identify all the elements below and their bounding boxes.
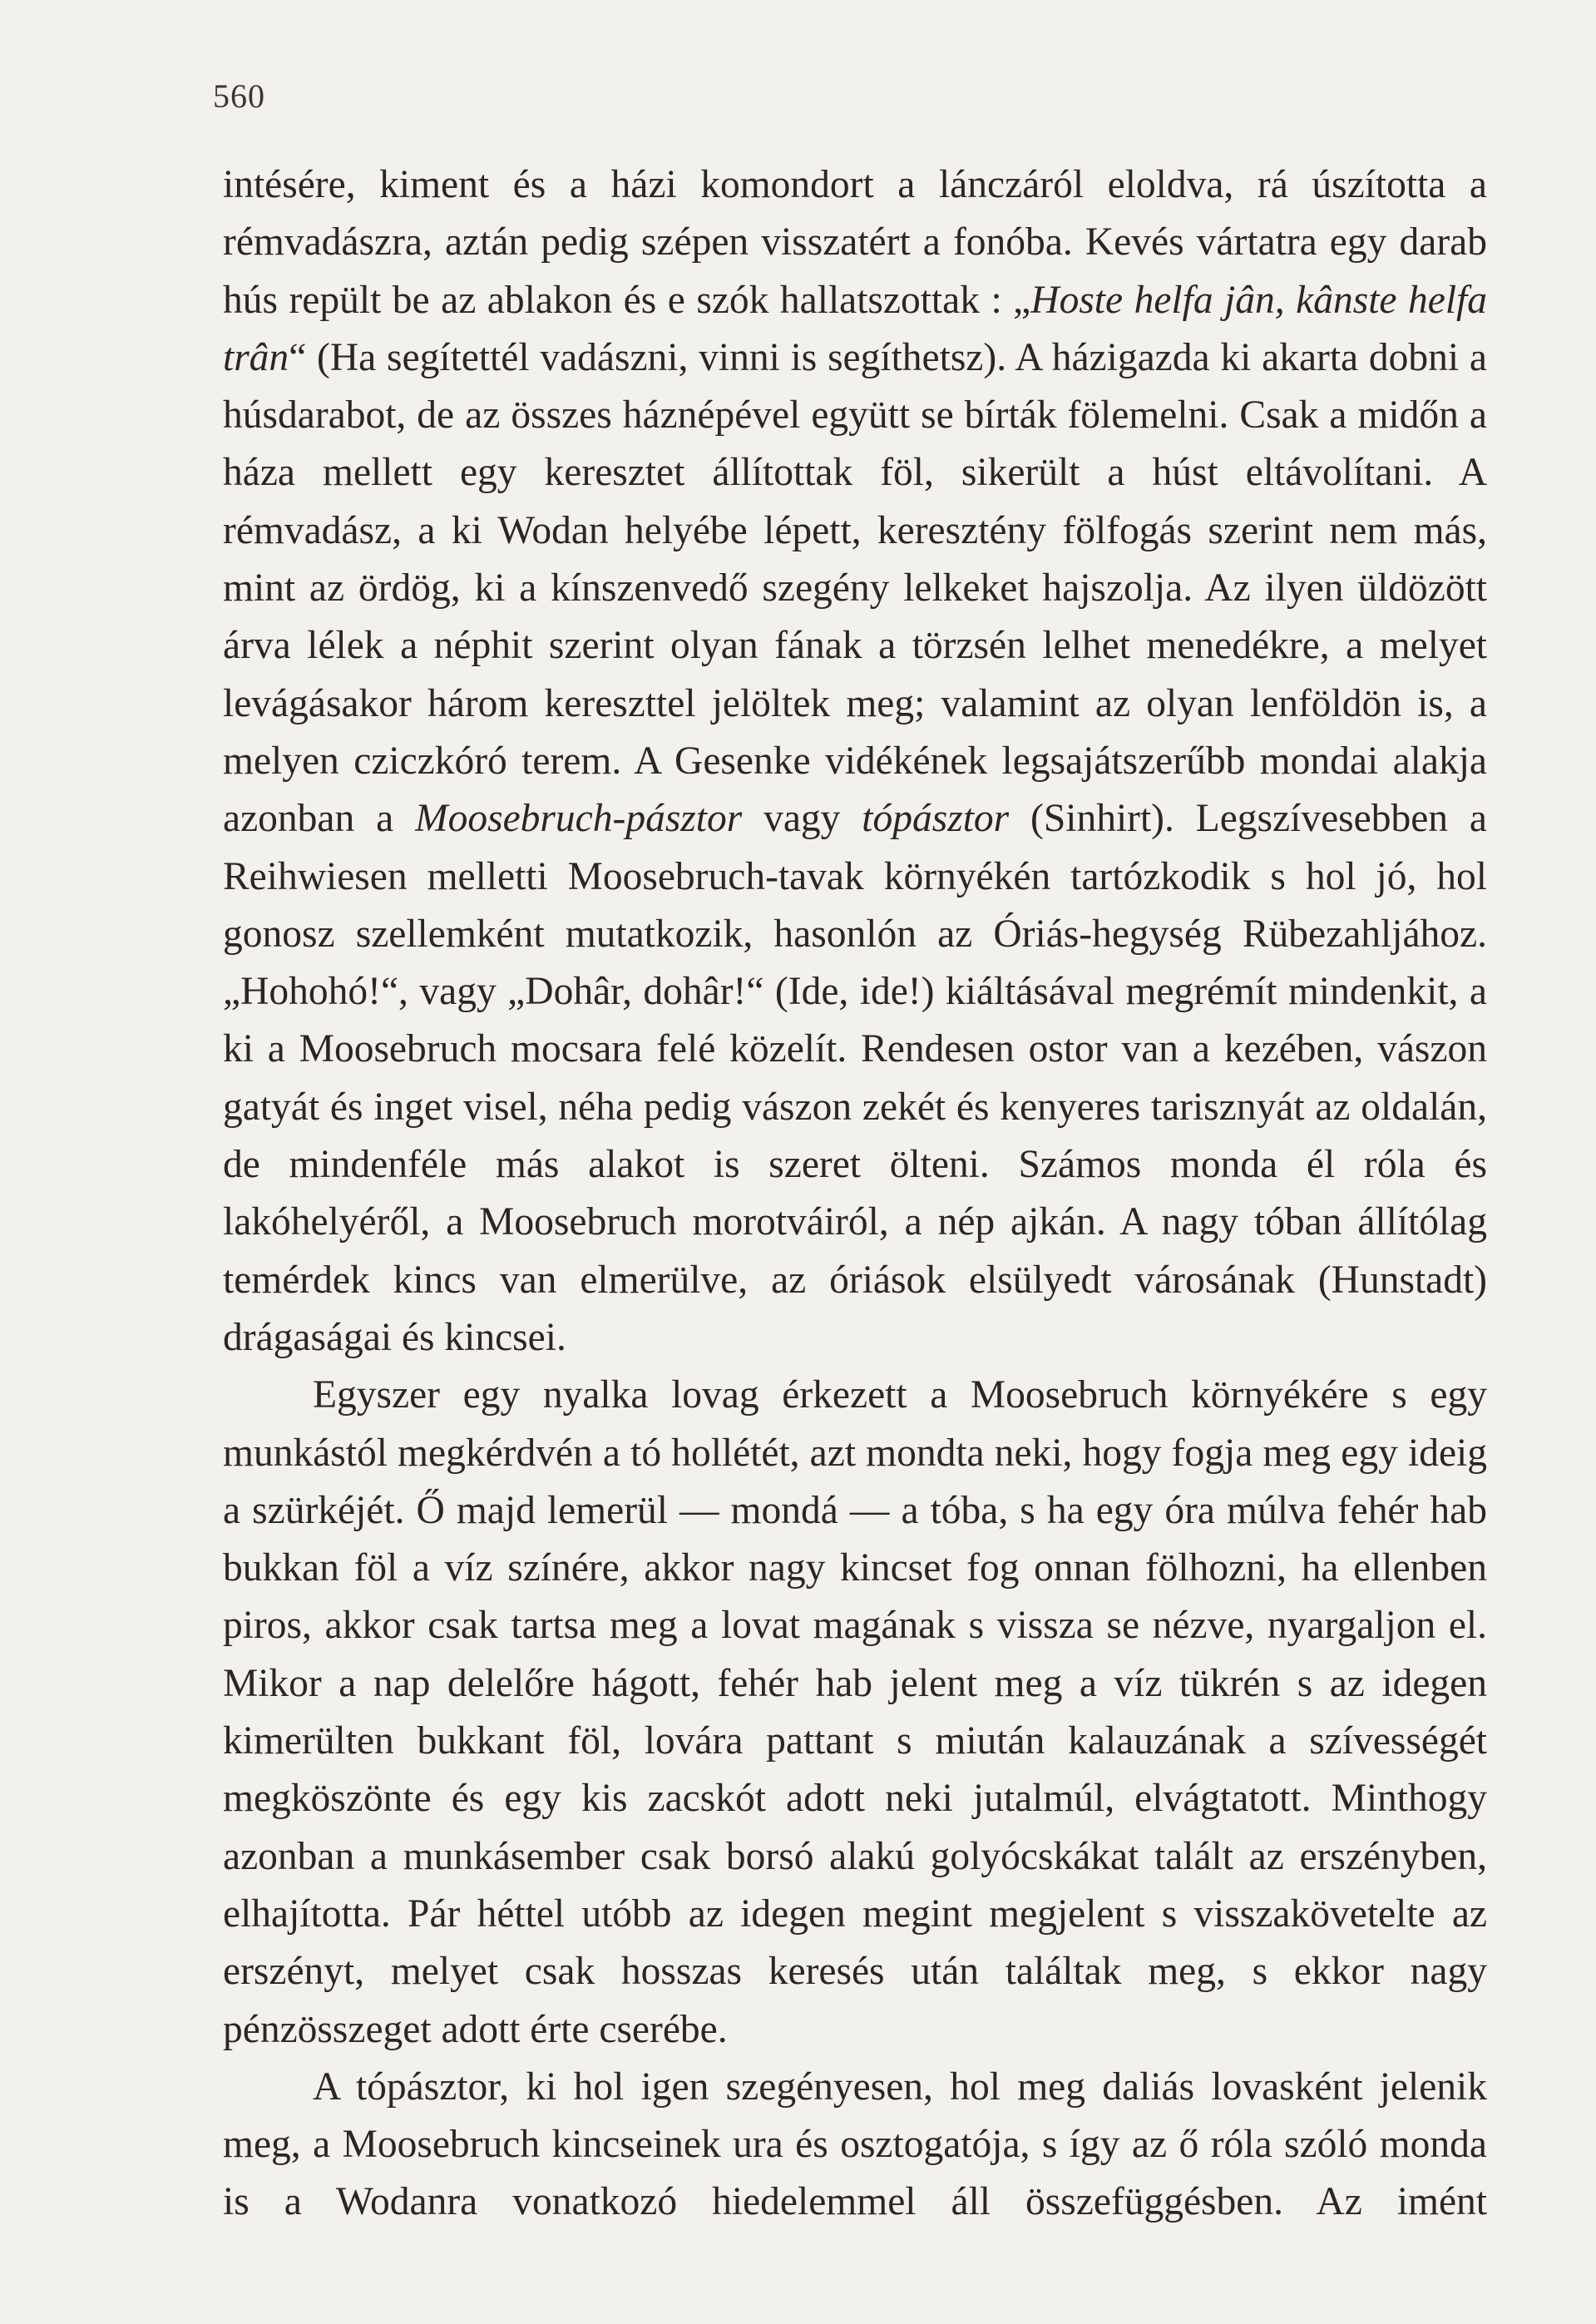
text-run: vagy: [742, 797, 862, 841]
text-run: (Sinhirt). Legszívesebben a Reihwiesen melletti Moosebruch-tavak környékén tartózkodik s hol jó, hol gonosz szellemként mutatkozik, hasonlón az Óriás-hegység Rübezahljához. „Hohohó!“, vagy „Dohâr, dohâr!“ (Ide, ide!) kiáltásával megrémít mindenkit, a ki a Moosebruch mocsara felé közelít. Rendesen ostor van a kezében, vászon gatyát és inget visel, néha pedig vászon zekét és kenyeres tarisznyát az oldalán, de mindenféle más alakot is szeret ölteni. Számos monda él róla és lakóhelyéről, a Moosebruch morotváiról, a nép ajkán. A nagy tóban állítólag temérdek kincs van elmerülve, az óriások elsülyedt városának (Hunstadt) drágaságai és kincsei.: [223, 797, 1487, 1359]
italic-text-run: tópásztor: [862, 797, 1010, 841]
paragraph: [223, 2059, 1487, 2232]
page-number: 560: [213, 77, 265, 115]
text-run: intésére, kiment és a házi komondort a lánczáról eloldva, rá úszította a rémvadászra, aztán pedig szépen visszatért a fonóba. Kevés vártatra egy darab hús repült be az ablakon és e szók hallatszottak : „: [223, 163, 1487, 322]
body-text: [223, 156, 1487, 2232]
italic-text-run: Hoste helfa jân, kânste helfa trân: [223, 278, 1487, 379]
paragraph: [223, 156, 1487, 1367]
italic-text-run: Moosebruch-pásztor: [415, 797, 743, 841]
text-run: Egyszer egy nyalka lovag érkezett a Moosebruch környékére s egy munkástól megkérdvén a tó hollétét, azt mondta neki, hogy fogja meg egy ideig a szürkéjét. Ő majd lemerül — mondá — a tóba, s ha egy óra múlva fehér hab bukkan föl a víz színére, akkor nagy kincset fog onnan fölhozni, ha ellenben piros, akkor csak tartsa meg a lovat magának s vissza se nézve, nyargaljon el. Mikor a nap delelőre hágott, fehér hab jelent meg a víz tükrén s az idegen kimerülten bukkant föl, lovára pattant s miután kalauzának a szívességét megköszönte és egy kis zacskót adott neki jutalmúl, elvágtatott. Minthogy azonban a munkásember csak borsó alakú golyócskákat talált az erszényben, elhajította. Pár héttel utóbb az idegen megint megjelent s visszakövetelte az erszényt, melyet csak hosszas keresés után találtak meg, s ekkor nagy pénzösszeget adott érte cserébe.: [223, 1373, 1487, 2051]
text-run: “ (Ha segítettél vadászni, vinni is segíthetsz). A házigazda ki akarta dobni a húsdarabot, de az összes háznépével együtt se bírták fölemelni. Csak a midőn a háza mellett egy keresztet állítottak föl, sikerült a húst eltávolítani. A rémvadász, a ki Wodan helyébe lépett, keresztény fölfogás szerint nem más, mint az ördög, ki a kínszenvedő szegény lelkeket hajszolja. Az ilyen üldözött árva lélek a néphit szerint olyan fának a törzsén lelhet menedékre, a melyet levágásakor három kereszttel jelöltek meg; valamint az olyan lenföldön is, a melyen cziczkóró terem. A Gesenke vidékének legsajátszerűbb mondai alakja azonban a: [223, 335, 1487, 841]
text-run: A tópásztor, ki hol igen szegényesen, hol meg daliás lovasként jelenik meg, a Moosebruch kincseinek ura és osztogatója, s így az ő róla szóló monda is a Wodanra vonatkozó hiedelemmel áll összefüggésben. Az imént: [223, 2064, 1487, 2224]
paragraph: [223, 1367, 1487, 2059]
